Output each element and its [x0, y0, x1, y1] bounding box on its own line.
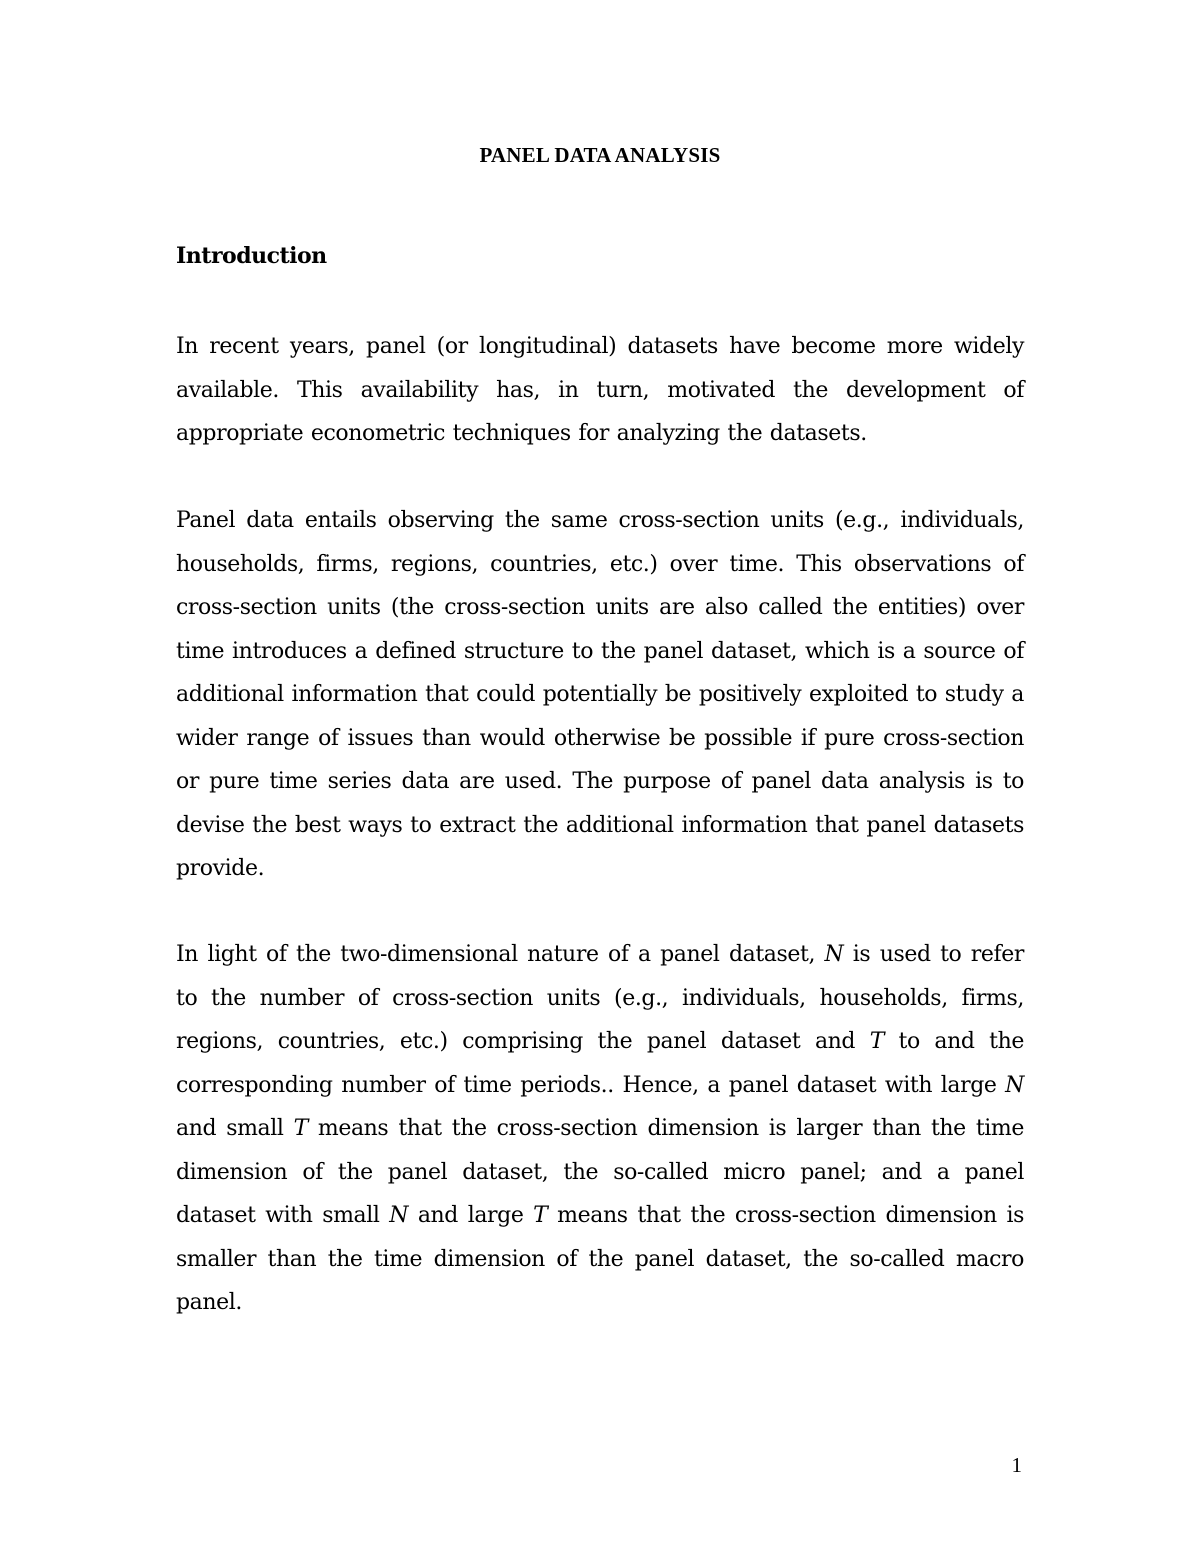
variable-n: N — [824, 942, 844, 967]
text-segment: to and the corresponding number of time periods.. Hence, a panel dataset with large — [176, 1029, 1024, 1098]
paragraph-dimensions — [176, 933, 1024, 1325]
document-title: PANEL DATA ANALYSIS — [479, 143, 721, 167]
text-segment: means that the cross-section dimension is smaller than the time dimension of the panel dataset, the so-called macro panel. — [176, 1203, 1024, 1315]
text-segment: In light of the two-dimensional nature of a panel dataset, — [176, 942, 825, 967]
text-segment: means that the cross-section dimension is larger than the time dimension of the panel dataset, the so-called micro panel; and a panel dataset with small — [176, 1116, 1024, 1228]
variable-n: N — [1005, 1072, 1024, 1098]
text-segment: and small — [176, 1116, 294, 1141]
variable-t: T — [533, 1203, 548, 1228]
variable-n: N — [389, 1203, 409, 1228]
section-heading: Introduction — [176, 243, 327, 269]
variable-t: T — [869, 1029, 884, 1054]
text-segment: and large — [408, 1203, 534, 1228]
variable-t: T — [293, 1116, 308, 1141]
text-segment: is used to refer to the number of cross-section units (e.g., individuals, households, firms, regions, countries, etc.) comprising the panel dataset and — [176, 942, 1024, 1054]
paragraph-intro: In recent years, panel (or longitudinal) datasets have become more widely available. This availability has, in turn, motivated the development of appropriate econometric techniques for analyzing the datasets. — [176, 334, 1024, 446]
page-number: 1 — [1011, 1453, 1022, 1477]
paragraph-panel-data-definition: Panel data entails observing the same cross-section units (e.g., individuals, households, firms, regions, countries, etc.) over time. This observations of cross-section units (the cross-section units are also called the entities) over time introduces a defined structure to the panel dataset, which is a source of additional information that could potentially be positively exploited to study a wider range of issues than would otherwise be possible if pure cross-section or pure time series data are used. The purpose of panel data analysis is to devise the best ways to extract the additional information that panel datasets provide. — [176, 508, 1024, 881]
